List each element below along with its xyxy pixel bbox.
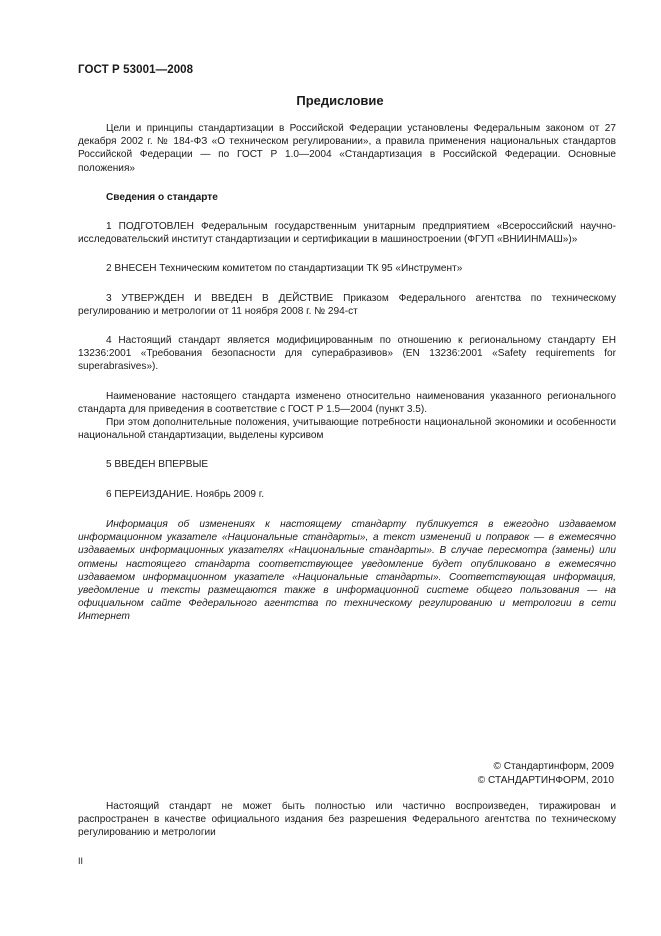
page-title: Предисловие <box>296 93 384 108</box>
list-item: 4 Настоящий стандарт является модифицированным по отношению к региональному стандарту ЕН 13236:2001 «Требования безопасности для суперабразивов» (EN 13236:2001 «Safety requirements for superabrasives»). <box>78 335 616 373</box>
list-item: 3 УТВЕРЖДЕН И ВВЕДЕН В ДЕЙСТВИЕ Приказом Федерального агентства по техническому регулированию и метрологии от 11 ноября 2008 г. № 294-ст <box>78 292 616 317</box>
info-block <box>78 518 616 624</box>
copyright-block <box>478 760 614 788</box>
foreword-body <box>78 122 616 501</box>
item4-note: Наименование настоящего стандарта изменено относительно наименования указанного регионального стандарта для приведения в соответствие с ГОСТ Р 1.5—2004 (пункт 3.5). <box>78 390 616 415</box>
copyright-line: © СТАНДАРТИНФОРМ, 2010 <box>477 775 614 786</box>
reproduction-notice <box>78 800 616 840</box>
notice-paragraph: Настоящий стандарт не может быть полностью или частично воспроизведен, тиражирован и распространен в качестве официального издания без разрешения Федерального агентства по техническому регулированию и метрологии <box>78 801 616 839</box>
list-item: 2 ВНЕСЕН Техническим комитетом по стандартизации ТК 95 «Инструмент» <box>106 263 463 275</box>
list-item: 1 ПОДГОТОВЛЕН Федеральным государственным унитарным предприятием «Всероссийский научно-исследовательский институт стандартизации и сертификации в машиностроении (ФГУП «ВНИИНМАШ»)» <box>78 221 616 246</box>
document-code: ГОСТ Р 53001—2008 <box>78 64 194 76</box>
page-number: II <box>78 856 84 866</box>
item4-note: При этом дополнительные положения, учитывающие потребности национальной экономики и особенности национальной стандартизации, выделены курсивом <box>78 417 616 442</box>
info-paragraph: Информация об изменениях к настоящему стандарту публикуется в ежегодно издаваемом информационном указателе «Национальные стандарты», а текст изменений и поправок — в ежемесячно издаваемых информационных указателях «Национальные стандарты». В случае пересмотра (замены) или отмены настоящего стандарта соответствующее уведомление будет опубликовано в ежемесячно издаваемом информационном указателе «Национальные стандарты». Соответствующая информация, уведомление и тексты размещаются также в информационной системе общего пользования — на официальном сайте Федерального агентства по техническому регулированию и метрологии в сети Интернет <box>78 519 616 623</box>
list-item: 6 ПЕРЕИЗДАНИЕ. Ноябрь 2009 г. <box>106 488 265 500</box>
section-heading: Сведения о стандарте <box>106 191 218 203</box>
copyright-line: © Стандартинформ, 2009 <box>493 761 614 772</box>
list-item: 5 ВВЕДЕН ВПЕРВЫЕ <box>106 459 209 471</box>
intro-paragraph: Цели и принципы стандартизации в Российской Федерации установлены Федеральным законом от 27 декабря 2002 г. № 184-ФЗ «О техническом регулировании», а правила применения национальных стандартов Российской Федерации — по ГОСТ Р 1.0—2004 «Стандартизация в Российской Федерации. Основные положения» <box>78 123 616 174</box>
